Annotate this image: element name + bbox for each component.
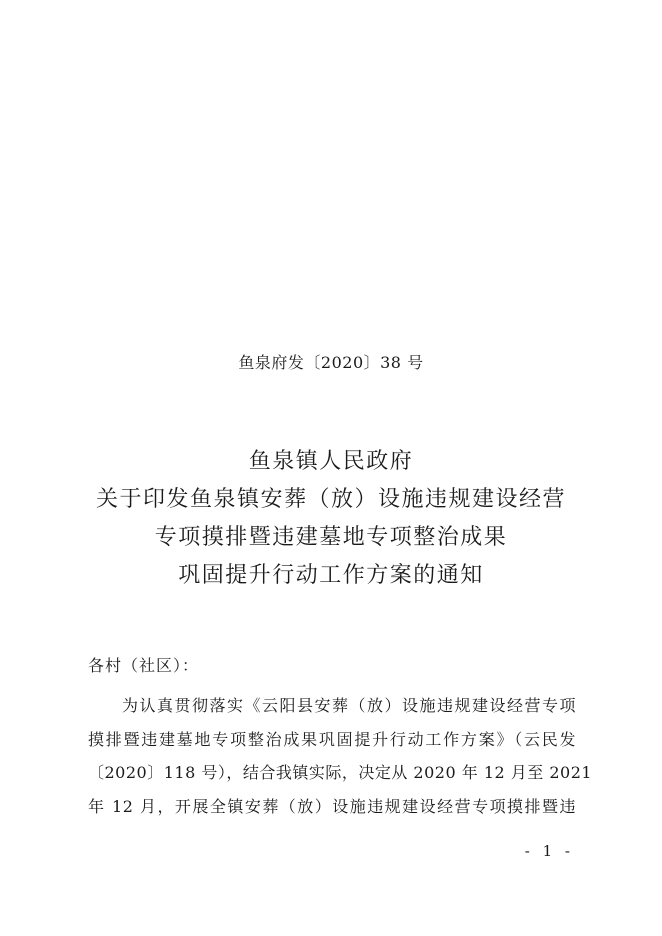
page-number: - 1 - [524, 842, 574, 860]
salutation: 各村（社区）： [88, 656, 200, 675]
title-line-3: 专项摸排暨违建墓地专项整治成果 [154, 525, 508, 550]
title-line-4: 巩固提升行动工作方案的通知 [178, 563, 484, 588]
document-number: 鱼泉府发〔2020〕38 号 [238, 353, 424, 372]
body-line: 年 12 月，开展全镇安葬（放）设施违规建设经营专项摸排暨违 [88, 796, 576, 816]
body-line: 为认真贯彻落实《云阳县安葬（放）设施违规建设经营专项 [122, 696, 576, 715]
body-line: 摸排暨违建墓地专项整治成果巩固提升行动工作方案》（云民发 [88, 729, 576, 749]
body-line: 〔2020〕118 号），结合我镇实际，决定从 2020 年 12 月至 2021 [88, 763, 593, 782]
body-paragraph [88, 689, 593, 823]
title-line-issuer: 鱼泉镇人民政府 [248, 449, 414, 474]
title-line-2: 关于印发鱼泉镇安葬（放）设施违规建设经营 [95, 487, 566, 512]
document-title [0, 443, 662, 595]
